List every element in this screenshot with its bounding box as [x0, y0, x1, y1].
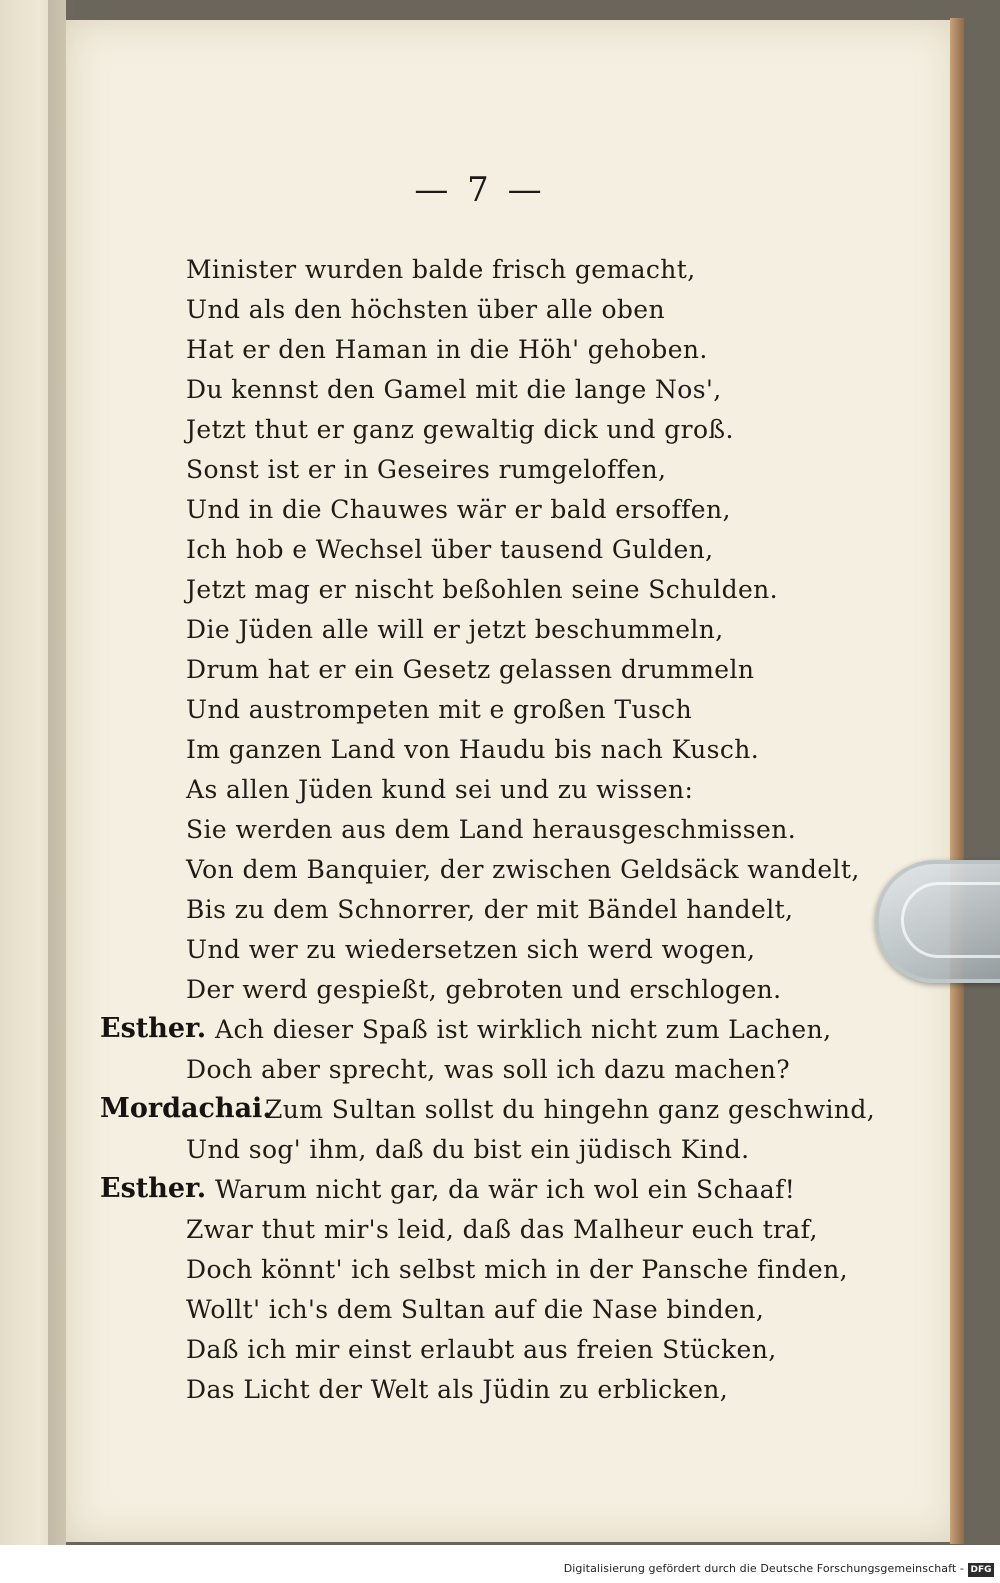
paper-clip	[875, 860, 1000, 983]
text-line: Von dem Banquier, der zwischen Geldsäck wandelt,	[186, 855, 860, 884]
text-line: Drum hat er ein Gesetz gelassen drummeln	[186, 655, 755, 684]
page-fore-edge	[950, 18, 964, 1544]
text-line: Im ganzen Land von Haudu bis nach Kusch.	[186, 735, 760, 764]
text-line: Doch könnt' ich selbst mich in der Pansche finden,	[186, 1255, 848, 1284]
text-line: Zum Sultan sollst du hingehn ganz geschwind,	[265, 1095, 876, 1124]
text-line: Bis zu dem Schnorrer, der mit Bändel handelt,	[186, 895, 794, 924]
speaker-name: Esther.	[100, 1013, 207, 1044]
speaker-name: Esther.	[100, 1173, 207, 1204]
text-line: Der werd gespießt, gebroten und erschlogen.	[186, 975, 782, 1004]
text-line: As allen Jüden kund sei und zu wissen:	[186, 775, 694, 804]
text-line: Sonst ist er in Geseires rumgeloffen,	[186, 455, 667, 484]
paper-clip-inner	[901, 882, 1000, 958]
text-line: Du kennst den Gamel mit die lange Nos',	[186, 375, 722, 404]
text-line: Und wer zu wiedersetzen sich werd wogen,	[186, 935, 756, 964]
digitization-credit: Digitalisierung gefördert durch die Deutsche Forschungsgemeinschaft -	[563, 1562, 964, 1575]
dfg-logo: DFG	[968, 1563, 994, 1577]
text-line: Sie werden aus dem Land herausgeschmissen.	[186, 815, 797, 844]
text-line: Jetzt thut er ganz gewaltig dick und groß.	[186, 415, 734, 444]
page-number: — 7 —	[414, 170, 546, 210]
text-line: Warum nicht gar, da wär ich wol ein Schaaf!	[215, 1175, 796, 1204]
text-line: Und sog' ihm, daß du bist ein jüdisch Kind.	[186, 1135, 750, 1164]
text-line: Minister wurden balde frisch gemacht,	[186, 255, 696, 284]
text-line: Daß ich mir einst erlaubt aus freien Stücken,	[186, 1335, 777, 1364]
text-line: Und als den höchsten über alle oben	[186, 295, 666, 324]
text-line: Und in die Chauwes wär er bald ersoffen,	[186, 495, 731, 524]
text-line: Doch aber sprecht, was soll ich dazu machen?	[186, 1055, 791, 1084]
text-line: Jetzt mag er nischt beßohlen seine Schulden.	[186, 575, 779, 604]
footer-bar	[0, 1545, 1000, 1583]
text-line: Ich hob e Wechsel über tausend Gulden,	[186, 535, 714, 564]
text-line: Wollt' ich's dem Sultan auf die Nase binden,	[186, 1295, 765, 1324]
speaker-name: Mordachai.	[100, 1093, 272, 1124]
text-line: Ach dieser Spaß ist wirklich nicht zum Lachen,	[215, 1015, 832, 1044]
text-line: Und austrompeten mit e großen Tusch	[186, 695, 693, 724]
text-line: Hat er den Haman in die Höh' gehoben.	[186, 335, 708, 364]
text-line: Das Licht der Welt als Jüdin zu erblicken,	[186, 1375, 729, 1404]
text-line: Zwar thut mir's leid, daß das Malheur euch traf,	[186, 1215, 818, 1244]
text-line: Die Jüden alle will er jetzt beschummeln,	[186, 615, 724, 644]
